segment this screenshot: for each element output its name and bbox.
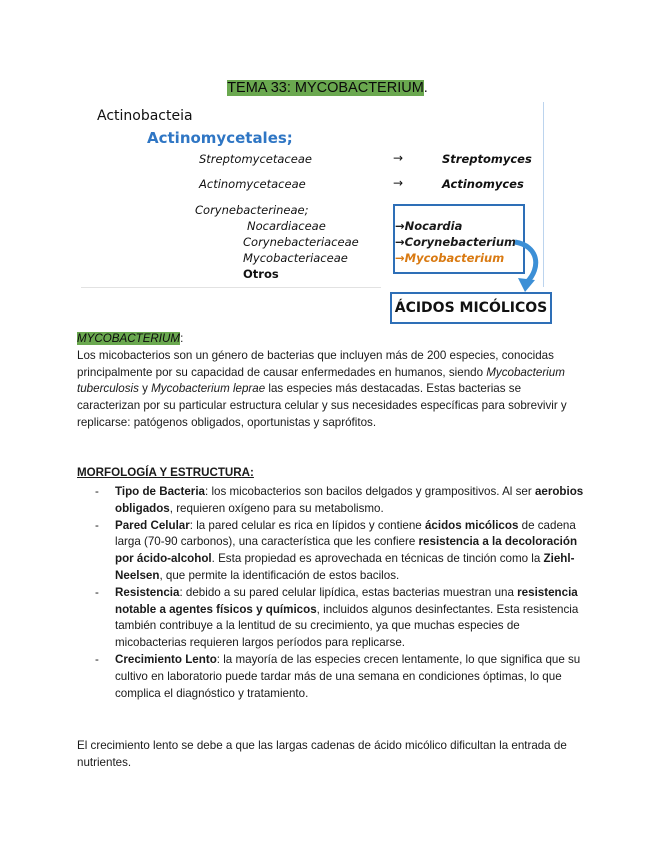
list-item: - Pared Celular: la pared celular es rica en lípidos y contiene ácidos micólicos de cadena larga (70-90 carbonos), una característica que les confiere resistencia a la decoloración por ácido-alcohol. Esta propiedad es aprovechada en técnicas de tinción como la Ziehl-Neelsen, que permite la identificación de estos bacilos. [95, 518, 578, 582]
arrow-icon: → [395, 219, 405, 233]
list-item: - Resistencia: debido a su pared celular lipídica, estas bacterias muestran una resistencia notable a agentes físicos y químicos, incluidos algunos desinfectantes. Esta resistencia también contribuye a la lentitud de su crecimiento, ya que muchas especies de micobacterias requieren largos períodos para replicarse. [95, 585, 579, 650]
list-item: - Tipo de Bacteria: los micobacterios son bacilos delgados y grampositivos. Al ser aerobios obligados, requieren oxígeno para su metabolismo. [95, 485, 584, 515]
intro-label: MYCOBACTERIUM [77, 332, 181, 345]
title-highlight: TEMA 33: MYCOBACTERIUM [227, 80, 424, 96]
intro-label-line: MYCOBACTERIUM: [77, 332, 184, 345]
diagram-border-bottom [81, 287, 381, 288]
acidos-micolicos-box: ÁCIDOS MICÓLICOS [390, 292, 552, 324]
family-nocardiaceae: Nocardiaceae [247, 219, 326, 233]
list-item: - Crecimiento Lento: la mayoría de las especies crecen lentamente, lo que significa que su cultivo en laboratorio puede tardar más de una semana en condiciones óptimas, lo que complica el diagnóstico y tratamiento. [95, 652, 581, 700]
family-mycobacteriaceae: Mycobacteriaceae [243, 251, 348, 265]
genus-corynebacterium: →Corynebacterium [395, 235, 517, 249]
closing-paragraph: El crecimiento lento se debe a que las largas cadenas de ácido micólico dificultan la entrada de nutrientes. [77, 739, 567, 769]
intro-paragraph: MYCOBACTERIUM: Los micobacterios son un género de bacterias que incluyen más de 200 especies, conocidas principalmente por su capacidad de causar enfermedades en humanos, siendo Mycobacterium tuberculosis y Mycobacterium leprae las especies más destacadas. Estas bacterias se caracterizan por su particular estructura celular y sus necesidades específicas para sobrevivir y replicarse: patógenos obligados, oportunistas y saprófitos. [77, 332, 567, 429]
morphology-list [95, 484, 585, 702]
others-label: Otros [243, 267, 279, 281]
family-streptomycetaceae: Streptomycetaceae [199, 152, 312, 166]
arrow-icon: → [393, 151, 404, 165]
order-label: Actinomycetales; [147, 129, 293, 147]
class-label: Actinobacteia [97, 108, 193, 124]
page-title [0, 80, 655, 96]
family-corynebacteriaceae: Corynebacteriaceae [243, 235, 359, 249]
arrow-icon: → [395, 251, 405, 265]
curved-arrow-icon [513, 238, 547, 294]
section-heading: MORFOLOGÍA Y ESTRUCTURA: [77, 466, 254, 479]
family-actinomycetaceae: Actinomycetaceae [199, 177, 306, 191]
genus-nocardia: →Nocardia [395, 219, 463, 233]
title-suffix: . [423, 80, 428, 96]
genus-streptomyces: Streptomyces [442, 152, 532, 166]
taxonomy-diagram [81, 100, 546, 325]
arrow-icon: → [393, 176, 404, 190]
species-leprae: Mycobacterium leprae [151, 382, 266, 396]
genus-actinomyces: Actinomyces [442, 177, 524, 191]
arrow-icon: → [395, 235, 405, 249]
genus-mycobacterium: →Mycobacterium [395, 251, 505, 265]
species-tuberculosis: Mycobacterium tuberculosis [77, 365, 565, 396]
suborder-label: Corynebacterineae; [195, 203, 309, 217]
